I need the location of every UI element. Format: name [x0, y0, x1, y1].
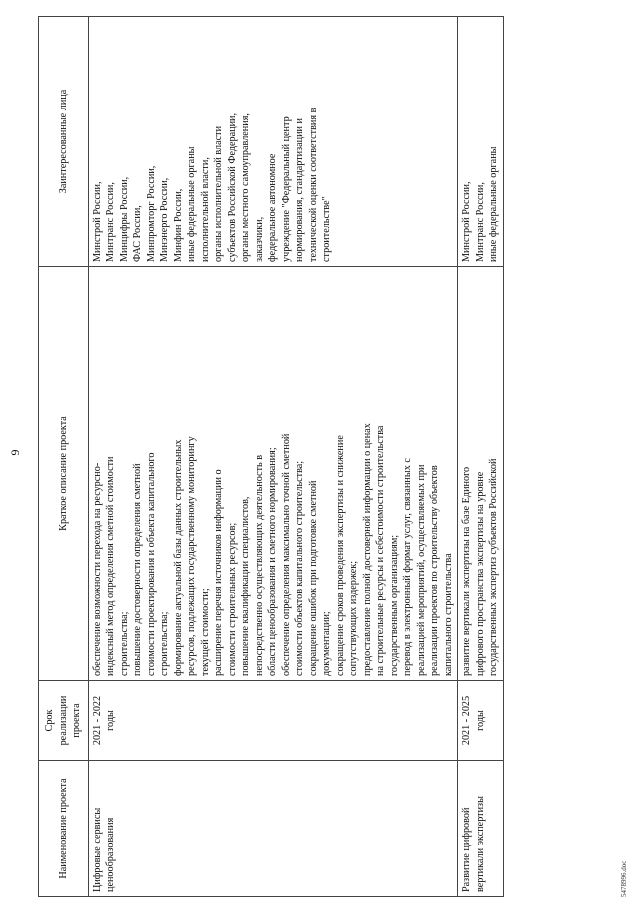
description-line: государственных экспертиз субъектов Российской: [488, 458, 499, 676]
description-line: стоимости проектирования и объекта капитального: [145, 452, 157, 676]
stakeholder-line: строительстве": [321, 196, 332, 262]
term-cell: 2021 - 2022 годы: [88, 681, 458, 761]
description-line: сокращение ошибок при подготовке сметной: [307, 480, 319, 676]
stakeholder-line: технической оценки соответствия в: [307, 107, 319, 262]
description-line: предоставление полной достоверной информации о ценах: [361, 423, 373, 676]
table-row: [88, 17, 458, 897]
stakeholder-line: заказчики,: [253, 216, 265, 262]
stakeholder-line: Минстрой России,: [461, 181, 472, 262]
description-line: индексный метод определения сметной стоимости: [105, 456, 116, 676]
description-line: на строительные ресурсы и себестоимости строительства: [375, 425, 386, 676]
description-line: реализации проектов по строительству объектов: [429, 465, 440, 676]
stakeholder-line: органы исполнительной власти: [213, 125, 224, 262]
stakeholder-line: Минпромторг России,: [145, 165, 157, 262]
stakeholder-line: иные федеральные органы: [488, 146, 499, 262]
stakeholders-cell: [458, 17, 504, 267]
description-cell: [88, 267, 458, 681]
stakeholder-line: органы местного самоуправления,: [240, 113, 251, 262]
header-term: Срок реализации проекта: [39, 681, 89, 761]
stakeholder-line: Минтранс России,: [474, 182, 486, 262]
description-line: расширение перечня источников информации о: [213, 469, 224, 676]
description-line: повышение квалификации специалистов,: [240, 496, 251, 676]
stakeholder-line: Минцифры России,: [118, 176, 130, 262]
stakeholder-line: Минэнерго России,: [159, 177, 170, 262]
project-name-cell: Развитие цифровой вертикали экспертизы: [458, 761, 504, 897]
description-line: ресурсов, подлежащих государственному мониторингу: [186, 436, 197, 676]
description-cell: [458, 267, 504, 681]
stakeholder-line: Минстрой России,: [91, 181, 103, 262]
header-stakeholders: Заинтересованные лица: [39, 17, 89, 267]
description-line: сопутствующих издержек;: [348, 560, 359, 676]
page-number: 9: [8, 449, 22, 456]
projects-table: [38, 16, 504, 897]
header-project-name: Наименование проекта: [39, 761, 89, 897]
stakeholder-line: федеральное автономное: [267, 153, 278, 262]
header-description: Краткое описание проекта: [39, 267, 89, 681]
stakeholder-line: исполнительной власти,: [199, 157, 211, 262]
description-line: государственным организациям;: [388, 534, 400, 676]
stakeholder-line: Минфин России,: [172, 188, 184, 262]
description-line: реализацией мероприятий, осуществляемых при: [415, 464, 427, 676]
project-name-cell: Цифровые сервисы ценообразования: [88, 761, 458, 897]
table-row: [458, 17, 504, 897]
description-line: перевод в электронный формат услуг, связанных с: [402, 458, 413, 676]
description-line: капитального строительства: [442, 553, 454, 676]
footer-code: 5478996.doc: [620, 860, 628, 897]
description-line: сокращение сроков проведения экспертизы и снижение: [334, 435, 346, 676]
term-cell: 2021 - 2025 годы: [458, 681, 504, 761]
description-line: документации;: [321, 611, 332, 676]
description-line: обеспечение определения максимально точной сметной: [280, 433, 292, 676]
stakeholder-line: учреждение "Федеральный центр: [280, 116, 292, 262]
stakeholder-line: ФАС России,: [132, 205, 143, 262]
description-line: непосредственно осуществляющих деятельность в: [253, 454, 265, 676]
stakeholders-cell: [88, 17, 458, 267]
description-line: обеспечение возможности перехода на ресурсно-: [91, 462, 103, 676]
table-header-row: [39, 17, 89, 897]
description-line: формирование актуальной базы данных строительных: [172, 439, 184, 676]
description-line: строительства;: [118, 611, 130, 676]
description-line: области ценообразования и сметного нормирования;: [267, 447, 278, 676]
description-line: цифрового пространства экспертизы на уровне: [474, 471, 486, 676]
stakeholder-line: нормирования, стандартизации и: [294, 118, 305, 262]
description-line: строительства;: [159, 611, 170, 676]
description-line: развитие вертикали экспертизы на базе Единого: [461, 466, 472, 676]
description-line: текущей стоимости;: [199, 588, 211, 676]
stakeholder-line: субъектов Российской Федерации,: [226, 112, 238, 262]
stakeholder-line: Минтранс России,: [105, 182, 116, 262]
description-line: стоимости строительных ресурсов;: [226, 522, 238, 676]
description-line: повышение достоверности определения сметной: [132, 463, 143, 676]
stakeholder-line: иные федеральные органы: [186, 146, 197, 262]
description-line: стоимости объектов капитального строительства;: [294, 460, 305, 676]
